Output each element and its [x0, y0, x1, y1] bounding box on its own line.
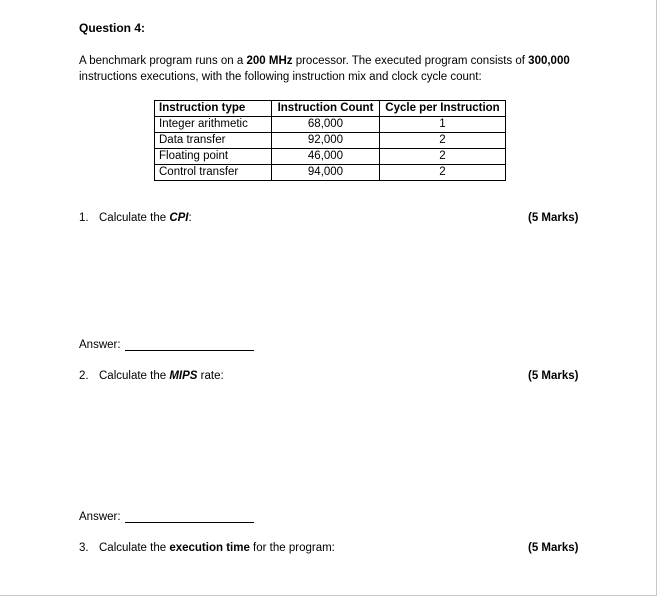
answer-2-label: Answer:	[79, 511, 121, 523]
table-row	[155, 133, 506, 149]
cell-count: 68,000	[272, 117, 380, 133]
cell-type: Data transfer	[155, 133, 272, 149]
item-3-text	[79, 542, 335, 554]
item-3-post: for the program:	[249, 542, 335, 554]
cell-cpi: 2	[380, 149, 506, 165]
item-1-pre: Calculate the	[99, 212, 170, 224]
item-2-marks: (5 Marks)	[528, 370, 579, 382]
item-1-term: CPI	[169, 212, 189, 224]
table-row	[155, 165, 506, 181]
cell-cpi: 2	[380, 133, 506, 149]
item-3-marks: (5 Marks)	[528, 542, 579, 554]
page-edge-right	[656, 0, 657, 595]
cell-count: 46,000	[272, 149, 380, 165]
item-2-pre: Calculate the	[99, 370, 170, 382]
item-2-text	[79, 370, 224, 382]
item-1-text	[79, 212, 192, 224]
header-instruction-count: Instruction Count	[272, 101, 380, 117]
header-cycle-per-instruction: Cycle per Instruction	[380, 101, 506, 117]
answer-2-line[interactable]	[125, 522, 254, 523]
question-title: Question 4:	[79, 21, 146, 35]
intro-clock: 200 MHz	[246, 55, 293, 67]
intro-instr-total: 300,000	[528, 55, 570, 67]
intro-part1: A benchmark program runs on a	[79, 55, 247, 67]
header-instruction-type: Instruction type	[155, 101, 272, 117]
cell-cpi: 1	[380, 117, 506, 133]
cell-cpi: 2	[380, 165, 506, 181]
table-row	[155, 149, 506, 165]
item-2-post: rate:	[197, 370, 224, 382]
item-3-term: execution time	[169, 542, 250, 554]
instruction-mix-table	[154, 100, 506, 181]
item-2-number: 2.	[79, 370, 89, 382]
item-3-number: 3.	[79, 542, 89, 554]
item-1-post: :	[188, 212, 192, 224]
intro-part2: processor. The executed program consists of	[292, 55, 529, 67]
item-1-marks: (5 Marks)	[528, 212, 579, 224]
item-2-term: MIPS	[169, 370, 198, 382]
cell-count: 94,000	[272, 165, 380, 181]
cell-type: Control transfer	[155, 165, 272, 181]
cell-type: Floating point	[155, 149, 272, 165]
cell-type: Integer arithmetic	[155, 117, 272, 133]
page-edge-bottom	[0, 595, 657, 596]
question-intro	[79, 54, 599, 85]
item-1-number: 1.	[79, 212, 89, 224]
table-header-row	[155, 101, 506, 117]
answer-1-line[interactable]	[125, 350, 254, 351]
table-row	[155, 117, 506, 133]
item-3-pre: Calculate the	[99, 542, 170, 554]
answer-1-label: Answer:	[79, 339, 121, 351]
intro-part3: instructions executions, with the following instruction mix and clock cycle count:	[79, 70, 482, 83]
cell-count: 92,000	[272, 133, 380, 149]
